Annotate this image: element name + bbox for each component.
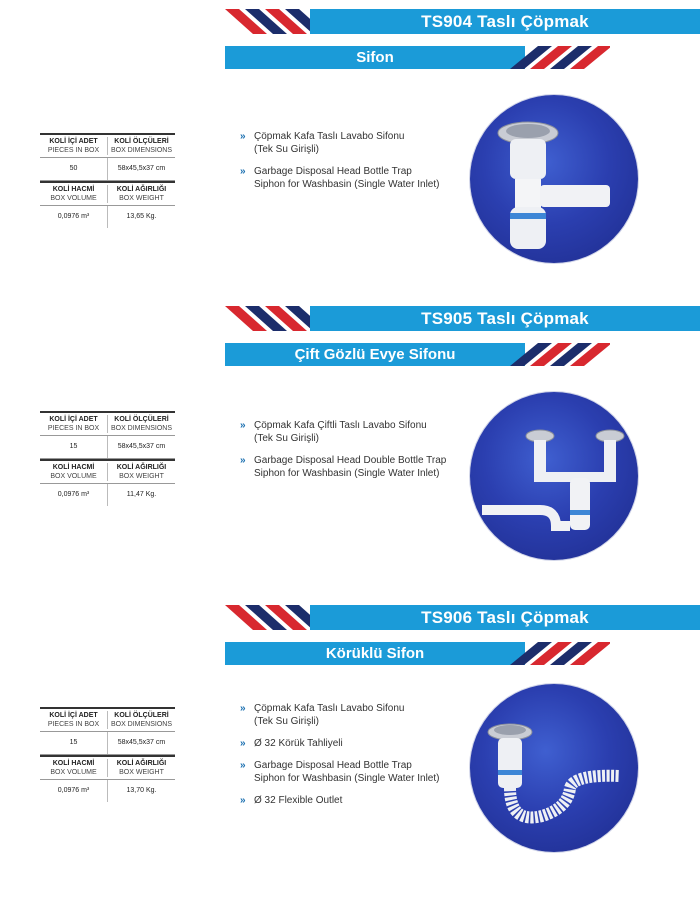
feature-list [240,419,480,489]
volume-label-tr: KOLİ HACMİ [52,186,95,193]
volume-label-en: BOX VOLUME [50,195,97,202]
packaging-spec-table [40,133,175,228]
feature-item: » Çöpmak Kafa Çiftli Taslı Lavabo Sifonu (Tek Su Girişli) [240,420,427,444]
chevron-right-icon: » [240,166,246,177]
volume-value: 0,0976 m³ [57,491,90,498]
volume-label-en: BOX VOLUME [50,769,97,776]
product-title: TS906 Taslı Çöpmak [310,605,700,630]
dims-label-tr: KOLİ ÖLÇÜLERİ [114,138,169,145]
subtitle-stripes-decoration [510,642,610,665]
subtitle-stripes-decoration [510,46,610,69]
chevron-right-icon: » [240,455,246,466]
weight-label-tr: KOLİ AĞIRLIĞI [116,186,167,193]
volume-label-en: BOX VOLUME [50,473,97,480]
dims-label-tr: KOLİ ÖLÇÜLERİ [114,712,169,719]
chevron-right-icon: » [240,795,246,806]
chevron-right-icon: » [240,738,246,749]
pieces-label-tr: KOLİ İÇİ ADET [49,712,98,719]
chevron-right-icon: » [240,131,246,142]
dims-label-en: BOX DIMENSIONS [110,721,173,728]
weight-value: 13,70 Kg. [107,780,175,802]
product-title: TS905 Taslı Çöpmak [310,306,700,331]
chevron-right-icon: » [240,760,246,771]
feature-list [240,130,480,200]
feature-item: » Garbage Disposal Head Double Bottle Trap Siphon for Washbasin (Single Water Inlet) [240,455,447,479]
product-photo-flexible-trap [470,684,638,852]
pieces-label-tr: KOLİ İÇİ ADET [49,416,98,423]
product-title: TS904 Taslı Çöpmak [310,9,700,34]
product-section-ts906 [0,596,700,896]
product-photo-bottle-trap [470,95,638,263]
volume-label-tr: KOLİ HACMİ [52,760,95,767]
pieces-label-en: PIECES IN BOX [47,425,100,432]
pieces-label-tr: KOLİ İÇİ ADET [49,138,98,145]
dims-label-tr: KOLİ ÖLÇÜLERİ [114,416,169,423]
weight-label-en: BOX WEIGHT [119,769,164,776]
feature-item: » Ø 32 Körük Tahliyeli [240,738,343,749]
feature-list [240,702,480,816]
flexible-trap-icon [470,684,638,852]
packaging-spec-table [40,707,175,802]
chevron-right-icon: » [240,703,246,714]
product-subtitle: Körüklü Sifon [225,642,525,665]
dims-value: 58x45,5x37 cm [107,732,175,754]
volume-value: 0,0976 m³ [57,213,90,220]
dims-label-en: BOX DIMENSIONS [110,425,173,432]
feature-item: » Garbage Disposal Head Bottle Trap Siphon for Washbasin (Single Water Inlet) [240,166,440,190]
chevron-right-icon: » [240,420,246,431]
pieces-value: 15 [69,443,78,450]
weight-label-tr: KOLİ AĞIRLIĞI [116,464,167,471]
product-subtitle: Çift Gözlü Evye Sifonu [225,343,525,366]
dims-value: 58x45,5x37 cm [107,158,175,180]
volume-value: 0,0976 m³ [57,787,90,794]
packaging-spec-table [40,411,175,506]
double-trap-icon [470,392,638,560]
product-section-ts904 [0,0,700,300]
pieces-label-en: PIECES IN BOX [47,721,100,728]
feature-item: » Çöpmak Kafa Taslı Lavabo Sifonu (Tek Su Girişli) [240,703,405,727]
weight-value: 13,65 Kg. [107,206,175,228]
volume-label-tr: KOLİ HACMİ [52,464,95,471]
feature-item: » Ø 32 Flexible Outlet [240,795,343,806]
product-section-ts905 [0,297,700,597]
subtitle-stripes-decoration [510,343,610,366]
feature-item: » Garbage Disposal Head Bottle Trap Siphon for Washbasin (Single Water Inlet) [240,760,440,784]
product-photo-double-trap [470,392,638,560]
weight-label-tr: KOLİ AĞIRLIĞI [116,760,167,767]
pieces-value: 15 [69,739,78,746]
dims-label-en: BOX DIMENSIONS [110,147,173,154]
product-subtitle: Sifon [225,46,525,69]
dims-value: 58x45,5x37 cm [107,436,175,458]
feature-item: » Çöpmak Kafa Taslı Lavabo Sifonu (Tek Su Girişli) [240,131,405,155]
weight-label-en: BOX WEIGHT [119,473,164,480]
bottle-trap-icon [470,95,638,263]
weight-value: 11,47 Kg. [107,484,175,506]
pieces-label-en: PIECES IN BOX [47,147,100,154]
pieces-value: 50 [69,165,78,172]
weight-label-en: BOX WEIGHT [119,195,164,202]
